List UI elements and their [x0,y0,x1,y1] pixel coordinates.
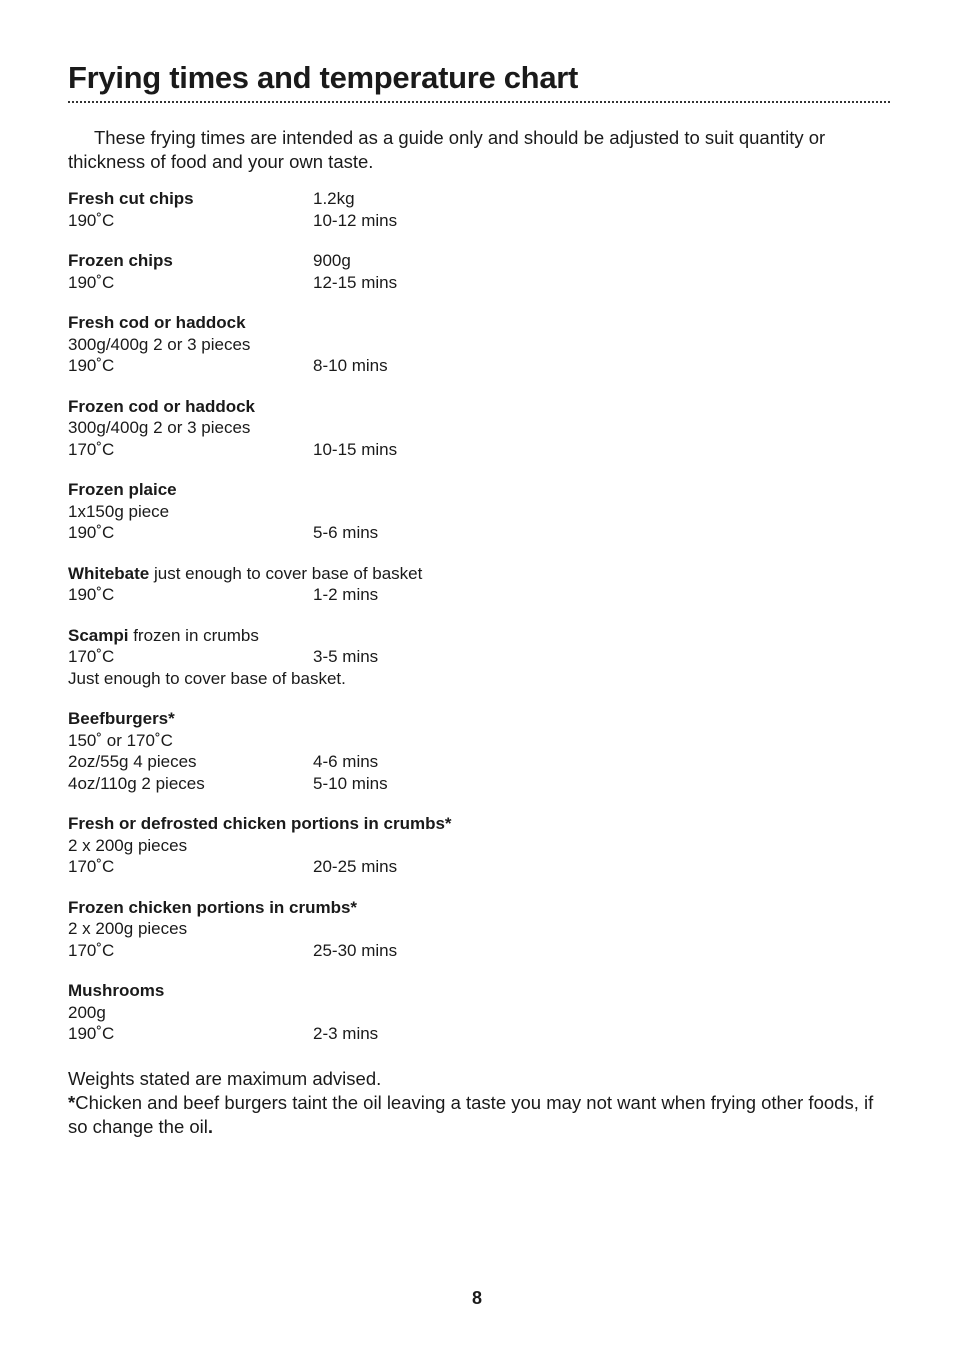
frying-entry [68,813,890,878]
frying-entry [68,563,890,606]
food-name: Frozen chips [68,251,173,270]
frying-entry [68,708,890,794]
frying-entry [68,396,890,461]
entry-row [68,1023,890,1045]
entry-label [68,730,313,752]
entry-value: 1-2 mins [313,585,379,604]
entry-detail: 150˚ or 170˚C [68,730,173,750]
entry-value: 20-25 mins [313,857,398,876]
entry-detail: 300g/400g 2 or 3 pieces [68,418,251,437]
entry-row [68,250,890,272]
entry-row [68,940,890,962]
entry-row [68,751,890,773]
entry-label [68,856,313,878]
chicken-note [68,1091,890,1139]
frying-entry [68,479,890,544]
frying-entry [68,625,890,690]
entry-detail: 190˚C [68,356,115,375]
entry-row [68,835,890,857]
entry-label [68,501,313,523]
entry-row [68,439,890,461]
page-number: 8 [471,1288,482,1308]
entry-value: 3-5 mins [313,647,379,666]
entry-row [68,396,890,418]
frying-entries-list [68,188,890,1045]
entry-detail: 170˚C [68,439,115,459]
entry-detail: 170˚C [68,940,115,960]
page-title: Frying times and temperature chart [68,60,579,95]
entry-row [68,897,890,919]
entry-row [68,856,890,878]
entry-detail: 170˚C [68,857,115,876]
entry-label [68,773,313,795]
entry-label [68,897,358,919]
document-page [68,58,890,1139]
food-name: Whitebate [68,563,150,583]
entry-row [68,813,890,835]
chicken-note-text: Chicken and beef burgers taint the oil leaving a taste you may not want when frying other foods, if so change the oil [68,1091,874,1137]
entry-label [68,584,313,606]
entry-label [68,918,313,940]
entry-detail: 190˚C [68,210,115,230]
entry-label [68,1002,313,1024]
entry-row [68,272,890,294]
entry-detail: 190˚C [68,585,115,604]
entry-value: 10-15 mins [313,439,398,459]
food-name: Scampi [68,625,129,645]
entry-row [68,980,890,1002]
entry-value: 5-10 mins [313,773,388,793]
entry-label [68,813,452,835]
entry-label [68,751,313,773]
entry-label [68,479,313,501]
entry-detail: frozen in crumbs [128,625,259,645]
entry-row [68,563,890,585]
food-name: Frozen chicken portions in crumbs* [68,897,358,917]
entry-detail: 1x150g piece [68,501,170,521]
entry-value: 25-30 mins [313,940,398,960]
entry-row [68,479,890,501]
frying-entry [68,980,890,1045]
entry-label [68,417,313,439]
food-name: Mushrooms [68,981,165,1000]
food-name: Frozen plaice [68,480,177,499]
entry-value: 4-6 mins [313,752,379,771]
entry-value: 8-10 mins [313,356,388,375]
entry-row [68,355,890,377]
entry-row [68,501,890,523]
entry-label [68,835,313,857]
entry-row [68,918,890,940]
frying-entry [68,188,890,231]
entry-row [68,312,890,334]
weights-note: Weights stated are maximum advised. [68,1067,382,1089]
entry-detail: just enough to cover base of basket [149,563,423,583]
entry-detail: 300g/400g 2 or 3 pieces [68,334,251,354]
note-end-mark: . [207,1115,214,1137]
entry-detail: 4oz/110g 2 pieces [68,773,205,793]
entry-label [68,522,313,544]
entry-detail: 190˚C [68,1024,115,1043]
entry-detail: 190˚C [68,523,115,542]
entry-label [68,940,313,962]
entry-row [68,417,890,439]
entry-value: 10-12 mins [313,210,398,230]
entry-detail: 2 x 200g pieces [68,835,188,855]
entry-row [68,708,890,730]
footnotes [68,1067,890,1139]
food-name: Beefburgers* [68,709,175,728]
entry-row [68,668,890,690]
entry-label [68,250,313,272]
entry-label [68,563,423,585]
asterisk-mark: * [68,1091,76,1113]
entry-value: 12-15 mins [313,272,398,292]
entry-detail: 2 x 200g pieces [68,919,188,938]
entry-row [68,584,890,606]
entry-label [68,334,313,356]
entry-label [68,188,313,210]
food-name: Fresh or defrosted chicken portions in crumbs* [68,814,452,833]
entry-detail: 200g [68,1002,106,1022]
entry-label [68,646,313,668]
entry-value: 900g [313,251,351,270]
frying-entry [68,312,890,377]
entry-label [68,396,313,418]
entry-row [68,522,890,544]
entry-detail: 190˚C [68,272,115,292]
frying-entry [68,897,890,962]
entry-value: 5-6 mins [313,523,379,542]
entry-row [68,646,890,668]
food-name: Fresh cut chips [68,189,194,208]
entry-label [68,708,313,730]
intro-paragraph: These frying times are intended as a guide only and should be adjusted to suit quantity or thickness of food and your own taste. [68,127,826,172]
entry-label [68,439,313,461]
entry-label [68,1023,313,1045]
entry-row [68,1002,890,1024]
entry-detail: 170˚C [68,647,115,666]
entry-label [68,312,313,334]
frying-entry [68,250,890,293]
entry-label [68,980,313,1002]
entry-detail: Just enough to cover base of basket. [68,668,346,688]
entry-label [68,272,313,294]
entry-row [68,210,890,232]
entry-row [68,625,890,647]
entry-value: 1.2kg [313,189,355,208]
entry-value: 2-3 mins [313,1024,379,1043]
entry-label [68,355,313,377]
food-name: Frozen cod or haddock [68,396,256,416]
dotted-divider [68,101,890,103]
entry-row [68,334,890,356]
entry-row [68,773,890,795]
entry-row [68,188,890,210]
entry-detail: 2oz/55g 4 pieces [68,752,197,771]
entry-row [68,730,890,752]
entry-label [68,625,313,647]
entry-label [68,668,346,690]
food-name: Fresh cod or haddock [68,313,246,332]
entry-label [68,210,313,232]
